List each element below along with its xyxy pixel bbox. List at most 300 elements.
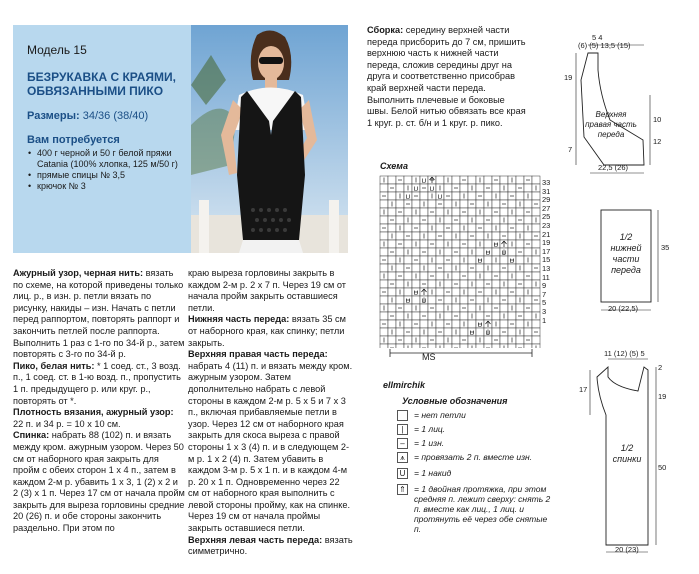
chart-cell: [532, 288, 540, 296]
chart-cell: [460, 264, 468, 272]
chart-cell: [460, 296, 468, 304]
instructions-column-3: [367, 25, 527, 129]
paragraph-gauge: [13, 407, 185, 430]
chart-cell: [500, 336, 508, 344]
legend-text: = 1 изн.: [414, 438, 445, 448]
materials-item: • 400 г черной и 50 г белой пряжи Catania (100% хлопка, 125 м/50 г): [37, 148, 191, 170]
chart-cell: [516, 256, 524, 264]
row-number: 1: [542, 315, 547, 325]
chart-cell: [452, 208, 460, 216]
chart-cell: [468, 192, 476, 200]
chart-cell: [428, 232, 436, 240]
chart-cell: [500, 192, 508, 200]
legend-text: = 1 лиц.: [414, 424, 446, 434]
chart-cell: [452, 256, 460, 264]
chart-cell: [460, 328, 468, 336]
chart-cell: [500, 256, 508, 264]
yarn-over-mark: U: [421, 298, 427, 305]
chart-cell: [500, 288, 508, 296]
chart-cell: [476, 248, 484, 256]
yarn-over-mark: U: [405, 194, 411, 201]
chart-cell: [412, 216, 420, 224]
chart-cell: [476, 264, 484, 272]
row-number: 3: [542, 307, 547, 316]
chart-cell: [492, 264, 500, 272]
chart-cell: [492, 216, 500, 224]
front-upper-outline: [581, 53, 644, 165]
front-lower-label: 1/2 нижней части переда: [610, 232, 642, 275]
chart-cell: [532, 320, 540, 328]
chart-cell: [468, 176, 476, 184]
chart-cell: [508, 184, 516, 192]
chart-cell: [524, 312, 532, 320]
legend-title: Условные обозначения: [402, 396, 508, 406]
legend-text: = провязать 2 п. вместе изн.: [414, 452, 533, 462]
chart-cell: [460, 312, 468, 320]
chart-cell: [468, 256, 476, 264]
paragraph-heading: Нижняя часть переда:: [188, 314, 290, 325]
materials-item: • крючок № 3: [37, 181, 191, 192]
chart-cell: [468, 208, 476, 216]
chart-cell: [404, 336, 412, 344]
chart-cell: [436, 288, 444, 296]
row-number: 31: [542, 186, 551, 196]
chart-cell: [524, 296, 532, 304]
chart-cell: [388, 256, 396, 264]
legend-item: [397, 452, 554, 463]
chart-cell: [460, 216, 468, 224]
yarn-over-mark: U: [429, 186, 435, 193]
chart-cell: [420, 224, 428, 232]
chart-cell: [380, 296, 388, 304]
chart-cell: [500, 224, 508, 232]
yarn-over-mark: U: [421, 178, 427, 185]
chart-cell: [420, 336, 428, 344]
yarn-over-mark: U: [469, 330, 475, 337]
paragraph-back-cont: [188, 268, 353, 314]
chart-cell: [452, 336, 460, 344]
chart-cell: [420, 320, 428, 328]
chart-cell: [476, 328, 484, 336]
legend-item: [397, 468, 554, 479]
legend-text: = 1 двойная протяжка, при этом средняя п. лежит сверху: снять 2 п. вместе как лиц., 1 лиц. и протянуть её через обе снятые п.: [414, 484, 551, 534]
chart-cell: [460, 248, 468, 256]
chart-cell: [380, 328, 388, 336]
chart-cell: [516, 288, 524, 296]
chart-cell: [428, 312, 436, 320]
chart-repeat-label: MS: [422, 352, 436, 362]
chart-cell: [508, 264, 516, 272]
front-upper-right-dim: 10: [653, 115, 662, 124]
chart-cell: [420, 240, 428, 248]
back-label: 1/2 спинки: [612, 443, 642, 464]
row-number: 19: [542, 238, 551, 248]
paragraph-heading: Плотность вязания, ажурный узор:: [13, 407, 174, 418]
chart-cell: [484, 336, 492, 344]
chart-cell: [452, 192, 460, 200]
chart-cell: [436, 304, 444, 312]
chart-cell: [484, 304, 492, 312]
chart-cell: [476, 312, 484, 320]
paragraph-text: середину верхней части переда присборить до 7 см, пришить верхнюю часть к нижней части переда, сложив середины друг на друга и соответственно присобрав край верхней части переда. Выполнить плечевые и боковые швы. Белой нитью обвязать все края 1 круг. р. ст. б/н и 1 круг. р. пико.: [367, 25, 526, 128]
chart-cell: [492, 328, 500, 336]
chart-cell: [524, 248, 532, 256]
chart-cell: [508, 216, 516, 224]
k2tog-icon: ⩚: [397, 452, 408, 463]
paragraph-heading: Спинка:: [13, 430, 50, 441]
chart-cell: [524, 200, 532, 208]
paragraph-heading: Сборка:: [367, 25, 404, 35]
chart-cell: [420, 304, 428, 312]
chart-cell: [412, 248, 420, 256]
chart-cell: [484, 288, 492, 296]
chart-cell: [516, 208, 524, 216]
chart-cell: [500, 272, 508, 280]
chart-cell: [404, 224, 412, 232]
chart-cell: [428, 280, 436, 288]
paragraph-text: вязать по схеме, на которой приведены только лиц. р., в изн. р. петли вязать по рисунку, накиды – изн. Начать с петли перед раппортом, повторять раппорт и закончить петлей после раппорта. Выполнить 1 раз с 1-го по 34-й р., затем повторять с 3-го по 34-й р.: [13, 268, 185, 360]
chart-cell: [436, 224, 444, 232]
yarn-over-mark: U: [437, 194, 443, 201]
chart-cell: [492, 312, 500, 320]
chart-cell: [460, 280, 468, 288]
chart-cell: [436, 240, 444, 248]
chart-cell: [412, 200, 420, 208]
chart-cell: [460, 184, 468, 192]
chart-cell: [436, 176, 444, 184]
paragraph-assembly: [367, 25, 527, 129]
chart-cell: [484, 192, 492, 200]
row-number: 17: [542, 246, 551, 256]
chart-cell: [532, 336, 540, 344]
chart-cell: [516, 240, 524, 248]
chart-cell: [500, 320, 508, 328]
chart-cell: [404, 272, 412, 280]
chart-cell: [468, 272, 476, 280]
pattern-pieces-svg: [548, 25, 699, 555]
chart-cell: [516, 224, 524, 232]
chart-cell: [380, 280, 388, 288]
chart-cell: [380, 312, 388, 320]
chart-cell: [380, 216, 388, 224]
chart-cell: [508, 232, 516, 240]
instructions-column-1: [13, 268, 185, 535]
paragraph-front-upper-left: [188, 535, 353, 558]
front-upper-top-dim-2: (6) (5) 13,5 (15): [578, 41, 631, 50]
chart-cell: [396, 248, 404, 256]
chart-cell: [388, 208, 396, 216]
model-photo: [191, 25, 348, 253]
sizes-value: 34/36 (38/40): [82, 110, 149, 122]
chart-cell: [444, 328, 452, 336]
paragraph-text: * 1 соед. ст., 3 возд. п., 1 соед. ст. в 1-ю возд. п., пропустить 1 п. предыдущего р. или круг. р., повторять от *.: [13, 360, 181, 406]
chart-cell: [420, 256, 428, 264]
front-upper-bottom-dim: 22,5 (26): [598, 163, 629, 172]
model-title: БЕЗРУКАВКА С КРАЯМИ, ОБВЯЗАННЫМИ ПИКО: [27, 70, 176, 98]
chart-cell: [516, 176, 524, 184]
chart-cell: [396, 312, 404, 320]
row-number: 29: [542, 195, 551, 205]
chart-cell: [524, 280, 532, 288]
back-top-dim: 11 (12) (5) 5: [604, 349, 645, 358]
chart-cell: [532, 224, 540, 232]
sizes-line: [27, 110, 191, 122]
back-left-dim: 17: [579, 385, 588, 394]
legend-text: = 1 накид: [414, 468, 452, 478]
chart-cell: [476, 296, 484, 304]
front-upper-right-dim-2: 12: [653, 137, 662, 146]
yarn-over-mark: U: [477, 258, 483, 265]
pattern-diagrams: [548, 25, 699, 555]
yarn-over-mark: U: [501, 250, 507, 257]
chart-cell: [452, 240, 460, 248]
chart-cell: [396, 184, 404, 192]
chart-cell: [476, 280, 484, 288]
row-number: 11: [542, 272, 550, 282]
chart-cell: [532, 176, 540, 184]
chart-cell: [476, 232, 484, 240]
chart-cell: [396, 216, 404, 224]
chart-cell: [492, 280, 500, 288]
chart-cell: [380, 248, 388, 256]
yarn-over-mark: U: [493, 242, 499, 249]
chart-cell: [508, 312, 516, 320]
chart-cell: [516, 320, 524, 328]
front-upper-left-dim: 19: [564, 73, 573, 82]
chart-cell: [380, 200, 388, 208]
author-signature: ellmirchik: [383, 380, 426, 390]
empty-square-icon: [397, 410, 408, 421]
chart-cell: [396, 328, 404, 336]
chart-cell: [468, 224, 476, 232]
legend-item: [397, 438, 554, 449]
chart-cell: [532, 256, 540, 264]
chart-cell: [428, 216, 436, 224]
chart-cell: [492, 296, 500, 304]
chart-cell: [380, 184, 388, 192]
yarn-over-mark: U: [413, 186, 419, 193]
chart-cell: [444, 296, 452, 304]
chart-cell: [404, 240, 412, 248]
front-lower-bottom-dim: 20 (22,5): [608, 304, 639, 313]
chart-cell: [380, 232, 388, 240]
chart-cell: [484, 256, 492, 264]
chart-cell: [436, 272, 444, 280]
chart-cell: [428, 328, 436, 336]
chart-cell: [524, 232, 532, 240]
dash-icon: –: [397, 438, 408, 449]
back-right-dim-2: 2: [658, 363, 663, 372]
materials-list: [27, 148, 191, 192]
chart-cell: [396, 264, 404, 272]
chart-cell: [444, 264, 452, 272]
chart-cell: [468, 240, 476, 248]
chart-cell: [468, 320, 476, 328]
vertical-bar-icon: |: [397, 424, 408, 435]
chart-cell: [428, 296, 436, 304]
row-number: 33: [542, 178, 551, 187]
chart-cell: [404, 176, 412, 184]
chart-cell: [484, 272, 492, 280]
chart-cell: [444, 216, 452, 224]
paragraph-text: набрать 88 (102) п. и вязать между кром. ажурным узором. Через 50 см от наборного края закрыть для пройм с обеих сторон 1 х 4 п., затем в каждом 2-м р. убавить 1 х 3, 1 (2) х 2 и 2 (3) х 1 п. Через 17 см от начала пройм закрыть для выреза горловины средние 20 (26) п. и обе стороны закончить раздельно. При этом по: [13, 430, 185, 534]
chart-cell: [492, 232, 500, 240]
chart-cell: [516, 304, 524, 312]
chart-cell: [508, 328, 516, 336]
paragraph-front-lower: [188, 314, 353, 349]
chart-cell: [404, 288, 412, 296]
scheme-title: Схема: [380, 161, 408, 171]
chart-cell: [420, 208, 428, 216]
chart-cell: [412, 328, 420, 336]
paragraph-picot: [13, 361, 185, 407]
front-lower-right-dim: 35: [661, 243, 670, 252]
chart-cell: [428, 248, 436, 256]
chart-cell: [484, 208, 492, 216]
yarn-over-mark: U: [405, 298, 411, 305]
chart-cell: [404, 256, 412, 264]
chart-cell: [436, 256, 444, 264]
chart-cell: [444, 248, 452, 256]
chart-cell: [452, 288, 460, 296]
double-decrease-arrow-icon: ⇑: [397, 484, 408, 495]
legend-item: [397, 484, 554, 534]
chart-cell: [380, 264, 388, 272]
chart-cell: [436, 320, 444, 328]
chart-cell: [420, 272, 428, 280]
paragraph-text: вязать 35 см от наборного края, как спинку; петли закрыть.: [188, 314, 346, 348]
chart-cell: [412, 232, 420, 240]
row-number: 9: [542, 281, 547, 291]
chart-cell: [532, 208, 540, 216]
chart-cell: [484, 176, 492, 184]
chart-cell: [484, 224, 492, 232]
paragraph-back: [13, 430, 185, 534]
legend-text: = нет петли: [414, 410, 466, 420]
row-number: 23: [542, 221, 551, 230]
chart-cell: [508, 296, 516, 304]
chart-cell: [532, 192, 540, 200]
chart-cells: [380, 176, 540, 348]
front-upper-top-dim: 5 4: [592, 33, 603, 42]
chart-cell: [388, 224, 396, 232]
chart-cell: [516, 336, 524, 344]
model-photo-illustration: [191, 25, 348, 253]
materials-item: • прямые спицы № 3,5: [37, 170, 191, 181]
chart-cell: [492, 248, 500, 256]
chart-cell: [412, 312, 420, 320]
chart-cell: [452, 272, 460, 280]
chart-cell: [428, 264, 436, 272]
paragraph-text: 22 п. и 34 р. = 10 х 10 см.: [13, 418, 121, 429]
chart-cell: [444, 232, 452, 240]
chart-cell: [444, 280, 452, 288]
chart-cell: [388, 176, 396, 184]
paragraph-heading: Верхняя левая часть переда:: [188, 534, 323, 545]
chart-cell: [420, 192, 428, 200]
knitting-chart: [378, 172, 542, 353]
chart-cell: [452, 320, 460, 328]
legend-item: [397, 410, 554, 421]
front-upper-left-dim-2: 7: [568, 145, 573, 154]
chart-cell: [508, 248, 516, 256]
chart-cell: [452, 176, 460, 184]
chart-cell: [524, 328, 532, 336]
yarn-over-mark: U: [485, 330, 491, 337]
chart-cell: [508, 280, 516, 288]
repeat-bracket: [386, 348, 536, 358]
row-number: 13: [542, 264, 551, 273]
chart-cell: [468, 304, 476, 312]
chart-cell: [388, 304, 396, 312]
chart-cell: [452, 304, 460, 312]
chart-cell: [412, 280, 420, 288]
paragraph-heading: Верхняя правая часть переда:: [188, 349, 328, 360]
legend-item: [397, 424, 554, 435]
chart-cell: [492, 184, 500, 192]
chart-cell: [388, 240, 396, 248]
chart-cell: [468, 288, 476, 296]
chart-cell: [444, 200, 452, 208]
chart-cell: [460, 232, 468, 240]
back-bottom-dim: 20 (23): [615, 545, 639, 554]
chart-cell: [492, 200, 500, 208]
chart-cell: [428, 200, 436, 208]
chart-cell: [460, 200, 468, 208]
chart-cell: [516, 272, 524, 280]
chart-cell: [436, 336, 444, 344]
chart-cell: [404, 208, 412, 216]
paragraph-front-upper-right: [188, 349, 353, 535]
chart-cell: [524, 264, 532, 272]
model-info-box: [13, 25, 191, 253]
chart-cell: [388, 272, 396, 280]
chart-cell: [468, 336, 476, 344]
materials-title: Вам потребуется: [27, 134, 120, 146]
chart-cell: [404, 320, 412, 328]
paragraph-heading: Ажурный узор, черная нить:: [13, 268, 144, 278]
chart-cell: [396, 232, 404, 240]
chart-cell: [412, 264, 420, 272]
chart-cell: [500, 208, 508, 216]
row-number: 7: [542, 289, 547, 299]
row-number: 25: [542, 212, 551, 222]
chart-cell: [476, 216, 484, 224]
chart-cell: [396, 280, 404, 288]
back-right-dim-50: 50: [658, 463, 667, 472]
chart-cell: [476, 184, 484, 192]
sizes-label: Размеры:: [27, 110, 80, 122]
row-number: 27: [542, 203, 551, 213]
knitting-chart-grid: [378, 172, 542, 348]
chart-cell: [444, 184, 452, 192]
chart-cell: [388, 288, 396, 296]
chart-cell: [532, 304, 540, 312]
yarn-over-icon: U: [397, 468, 408, 479]
chart-cell: [412, 296, 420, 304]
model-number: Модель 15: [27, 43, 87, 57]
chart-cell: [388, 192, 396, 200]
chart-cell: [532, 240, 540, 248]
chart-cell: [500, 304, 508, 312]
chart-cell: [444, 312, 452, 320]
front-upper-label: Верхняя правая часть переда: [585, 110, 637, 139]
chart-cell: [396, 200, 404, 208]
chart-cell: [524, 184, 532, 192]
row-number: 21: [542, 229, 551, 239]
chart-cell: [396, 296, 404, 304]
chart-cell: [436, 208, 444, 216]
